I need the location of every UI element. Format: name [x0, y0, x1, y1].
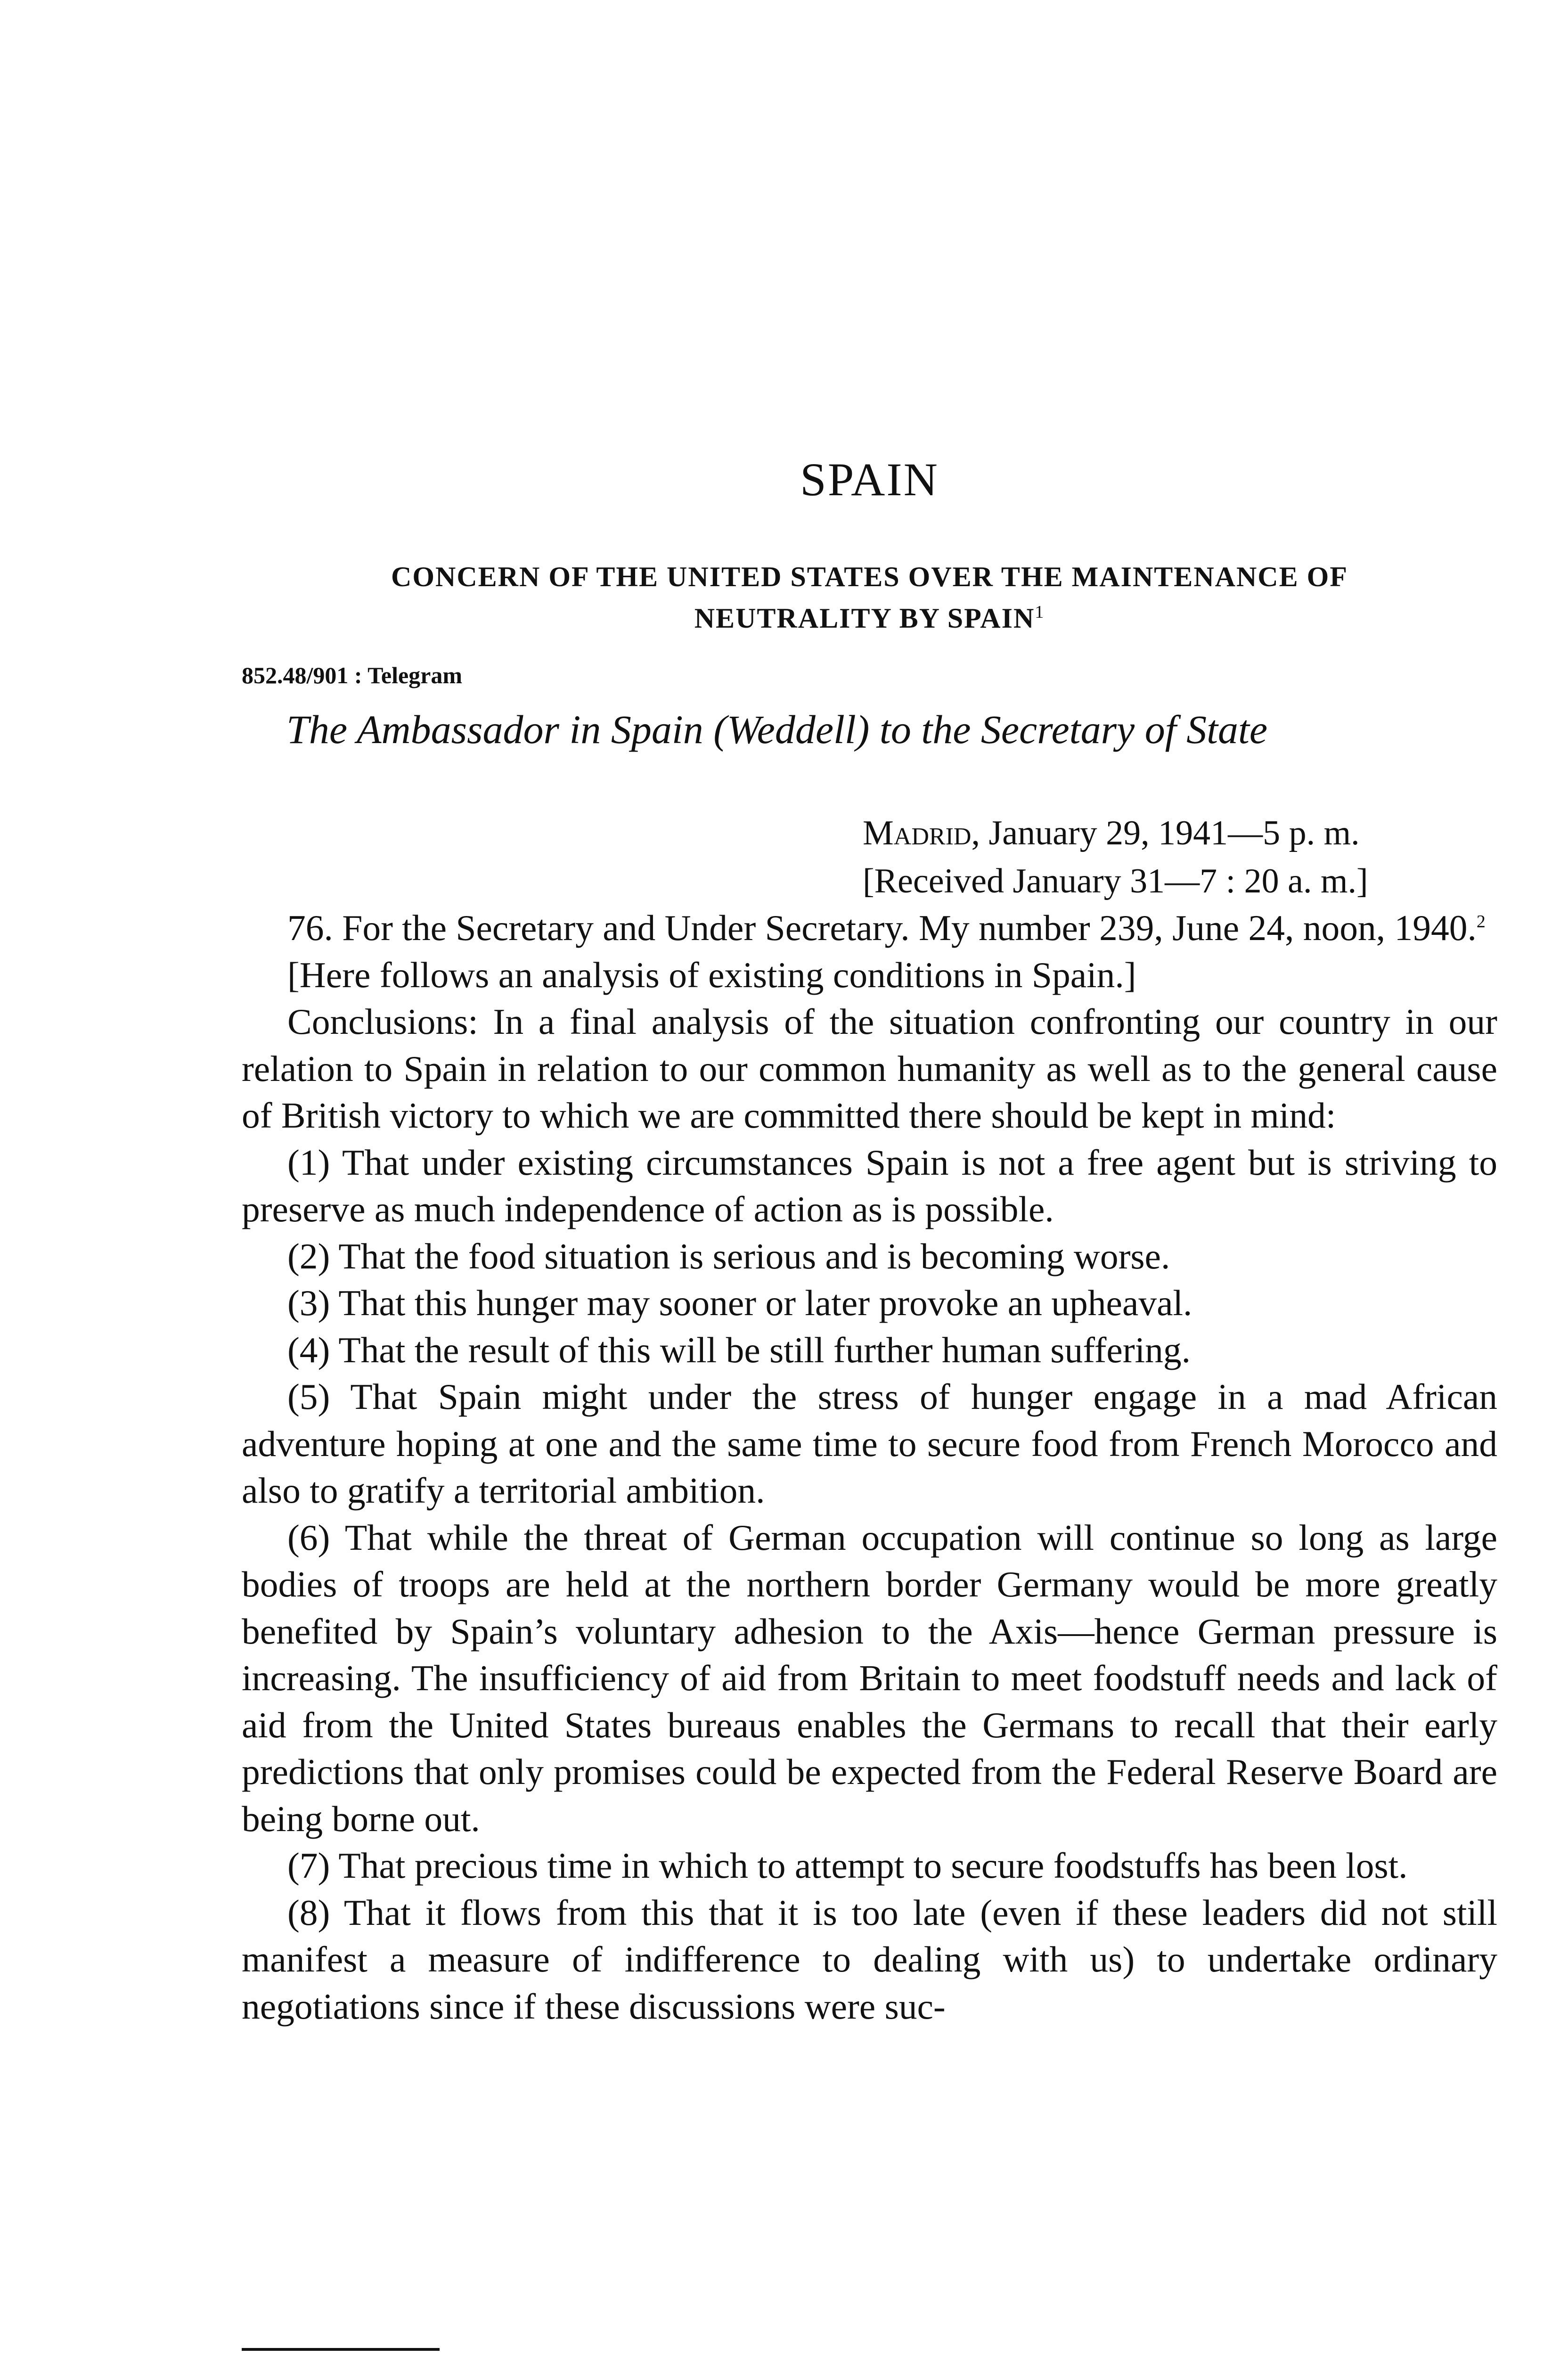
conclusion-item-8: (8) That it flows from this that it is too late (even if these leaders did not still manifest a measure of indifference to dealing with us) to undertake ordinary negotiations since if these discussions were suc-	[242, 1892, 1497, 2027]
file-reference: 852.48/901 : Telegram	[242, 662, 463, 688]
conclusion-item-7: (7) That precious time in which to attempt to secure foodstuffs has been lost.	[287, 1845, 1408, 1886]
dateline-date: , January 29, 1941—5 p. m.	[971, 814, 1360, 852]
section-subtitle	[242, 556, 1497, 639]
conclusion-item-4: (4) That the result of this will be still further human suffering.	[287, 1329, 1191, 1370]
paragraph-1	[242, 905, 1497, 952]
telegram-body	[242, 905, 1497, 2030]
conclusion-item-2: (2) That the food situation is serious and is becoming worse.	[287, 1235, 1170, 1276]
dateline-received: [Received January 31—7 : 20 a. m.]	[863, 862, 1368, 900]
subtitle-line-2-text: NEUTRALITY BY SPAIN	[694, 603, 1035, 634]
footnote-ref-2: 2	[1476, 912, 1486, 932]
conclusion-item-3: (3) That this hunger may sooner or later provoke an upheaval.	[287, 1283, 1192, 1323]
document-heading: The Ambassador in Spain (Weddell) to the Secretary of State	[286, 707, 1268, 752]
paragraph-conclusions: Conclusions: In a final analysis of the situation confronting our country in our relation to Spain in relation to our common humanity as well as to the general cause of British victory to which we are committed there should be kept in mind:	[242, 1001, 1497, 1136]
conclusion-item-5: (5) That Spain might under the stress of hunger engage in a mad African adventure hoping at one and the same time to secure food from French Morocco and also to gratify a territorial ambition.	[242, 1376, 1497, 1511]
conclusion-item-6: (6) That while the threat of German occupation will continue so long as large bodies of troops are held at the northern border Germany would be more greatly benefited by Spain’s voluntary adhesion to the Axis—hence German pressure is increasing. The insufficiency of aid from Britain to meet foodstuff needs and lack of aid from the United States bureaus enables the Germans to recall that their early predictions that only promises could be expected from the Federal Reserve Board are being borne out.	[242, 1517, 1497, 1839]
paragraph-2: [Here follows an analysis of existing conditions in Spain.]	[287, 954, 1136, 995]
document-page	[242, 0, 1497, 2356]
footnote-divider	[242, 2348, 440, 2351]
dateline-place: Madrid	[863, 814, 972, 852]
footnote-ref-1: 1	[1035, 602, 1045, 622]
dateline-sent	[863, 813, 1497, 853]
paragraph-1-text: 76. For the Secretary and Under Secretary. My number 239, June 24, noon, 1940.	[287, 908, 1477, 948]
page-title: SPAIN	[800, 453, 939, 506]
subtitle-line-2	[242, 597, 1497, 639]
conclusion-item-1: (1) That under existing circumstances Spain is not a free agent but is striving to preserve as much independence of action as is possible.	[242, 1142, 1497, 1229]
subtitle-line-1: CONCERN OF THE UNITED STATES OVER THE MAINTENANCE OF	[391, 561, 1348, 592]
